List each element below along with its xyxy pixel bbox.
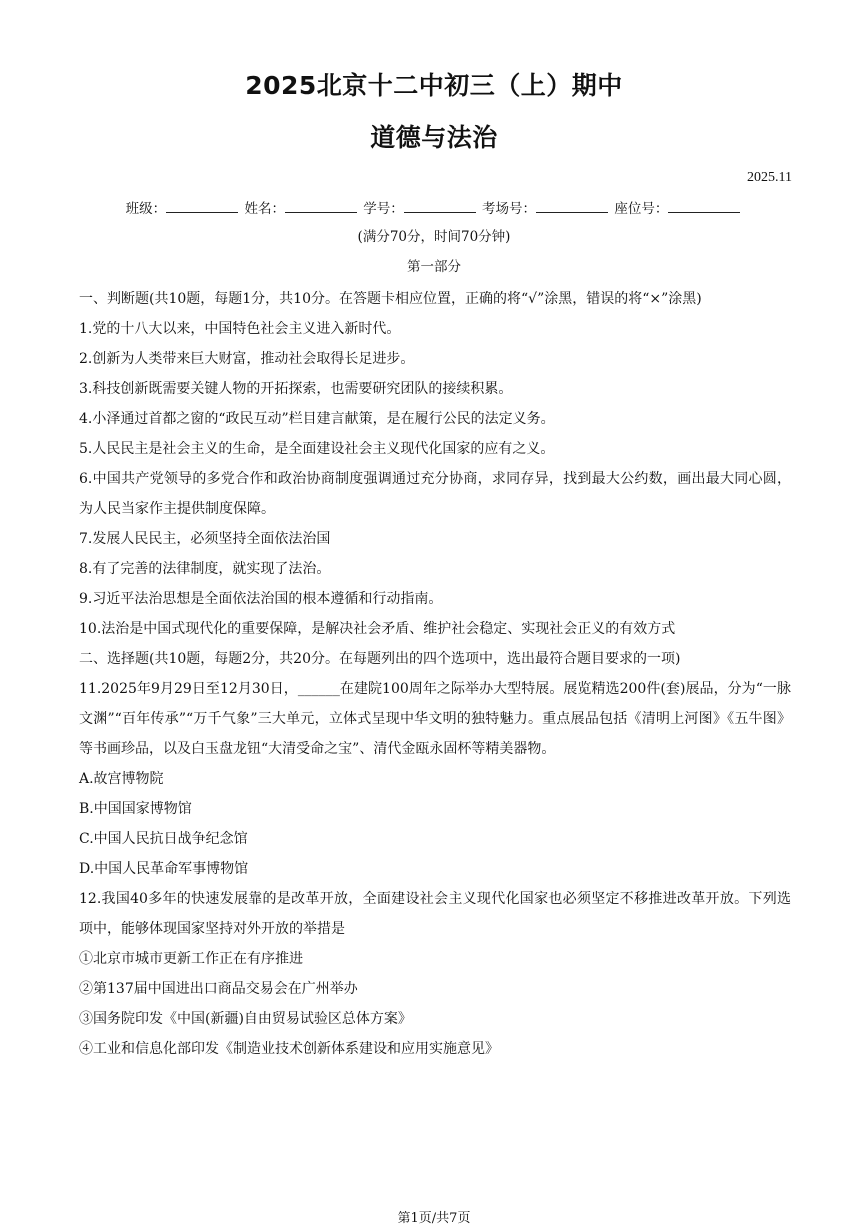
class-blank xyxy=(166,200,238,213)
name-blank xyxy=(285,200,357,213)
room-blank xyxy=(536,200,608,213)
q11-option-c: C.中国人民抗日战争纪念馆 xyxy=(79,831,248,847)
exam-title: 2025北京十二中初三（上）期中 xyxy=(245,71,623,100)
section2-heading: 二、选择题(共10题，每题2分，共20分。在每题列出的四个选项中，选出最符合题目要求的一项) xyxy=(79,651,681,667)
exam-subject: 道德与法治 xyxy=(370,123,498,152)
judge-item-1: 1.党的十八大以来，中国特色社会主义进入新时代。 xyxy=(79,321,401,337)
q11-option-b: B.中国国家博物馆 xyxy=(79,801,192,817)
student-info-fields xyxy=(0,197,868,217)
judge-item-4: 4.小泽通过首都之窗的“政民互动”栏目建言献策，是在履行公民的法定义务。 xyxy=(79,411,555,427)
class-label: 班级： xyxy=(125,201,167,217)
name-label: 姓名： xyxy=(244,201,285,217)
q12-statement-1: ①北京市城市更新工作正在有序推进 xyxy=(79,951,303,967)
name-field xyxy=(244,197,359,217)
judge-item-5: 5.人民民主是社会主义的生命，是全面建设社会主义现代化国家的应有之义。 xyxy=(79,441,555,457)
judge-item-3: 3.科技创新既需要关键人物的开拓探索，也需要研究团队的接续积累。 xyxy=(79,381,513,397)
judge-item-6: 6.中国共产党领导的多党合作和政治协商制度强调通过充分协商，求同存异，找到最大公约数，画出最大同心圆，为人民当家作主提供制度保障。 xyxy=(79,471,791,517)
student-id-blank xyxy=(404,200,476,213)
part-heading: 第一部分 xyxy=(407,259,461,275)
judge-item-2: 2.创新为人类带来巨大财富，推动社会取得长足进步。 xyxy=(79,351,415,367)
seat-label: 座位号： xyxy=(614,201,669,217)
seat-blank xyxy=(668,200,740,213)
judge-item-9: 9.习近平法治思想是全面依法治国的根本遵循和行动指南。 xyxy=(79,591,443,607)
exam-date: 2025.11 xyxy=(747,170,792,185)
q11-option-d: D.中国人民革命军事博物馆 xyxy=(79,861,249,877)
class-field xyxy=(126,197,241,217)
section1-heading: 一、判断题(共10题，每题1分，共10分。在答题卡相应位置，正确的将“√”涂黑，错误的将“×”涂黑) xyxy=(79,291,702,307)
judge-item-8: 8.有了完善的法律制度，就实现了法治。 xyxy=(79,561,331,577)
room-label: 考场号： xyxy=(482,201,537,217)
student-id-label: 学号： xyxy=(363,201,404,217)
q11-option-a: A.故宫博物院 xyxy=(79,771,164,787)
judge-item-10: 10.法治是中国式现代化的重要保障，是解决社会矛盾、维护社会稳定、实现社会正义的有效方式 xyxy=(79,621,676,637)
question-12-stem: 12.我国40多年的快速发展靠的是改革开放，全面建设社会主义现代化国家也必须坚定不移推进改革开放。下列选项中，能够体现国家坚持对外开放的举措是 xyxy=(79,891,791,937)
judge-item-7: 7.发展人民民主，必须坚持全面依法治国 xyxy=(79,531,331,547)
q12-statement-2: ②第137届中国进出口商品交易会在广州举办 xyxy=(79,981,358,997)
exam-meta: (满分70分，时间70分钟) xyxy=(357,229,511,245)
page-number: 第1页/共7页 xyxy=(397,1211,471,1226)
question-11-stem: 11.2025年9月29日至12月30日，______在建院100周年之际举办大型特展。展览精选200件(套)展品，分为“一脉文渊”“百年传承”“万千气象”三大单元，立体式呈现中华文明的独特魅力。重点展品包括《清明上河图》《五牛图》等书画珍品，以及白玉盘龙钮“大清受命之宝”、清代金瓯永固杯等精美器物。 xyxy=(79,681,791,757)
q12-statement-4: ④工业和信息化部印发《制造业技术创新体系建设和应用实施意见》 xyxy=(79,1041,499,1057)
student-id-field xyxy=(363,197,478,217)
q12-statement-3: ③国务院印发《中国(新疆)自由贸易试验区总体方案》 xyxy=(79,1011,412,1027)
room-field xyxy=(482,197,610,217)
exam-content xyxy=(79,284,791,1064)
seat-field xyxy=(614,197,742,217)
